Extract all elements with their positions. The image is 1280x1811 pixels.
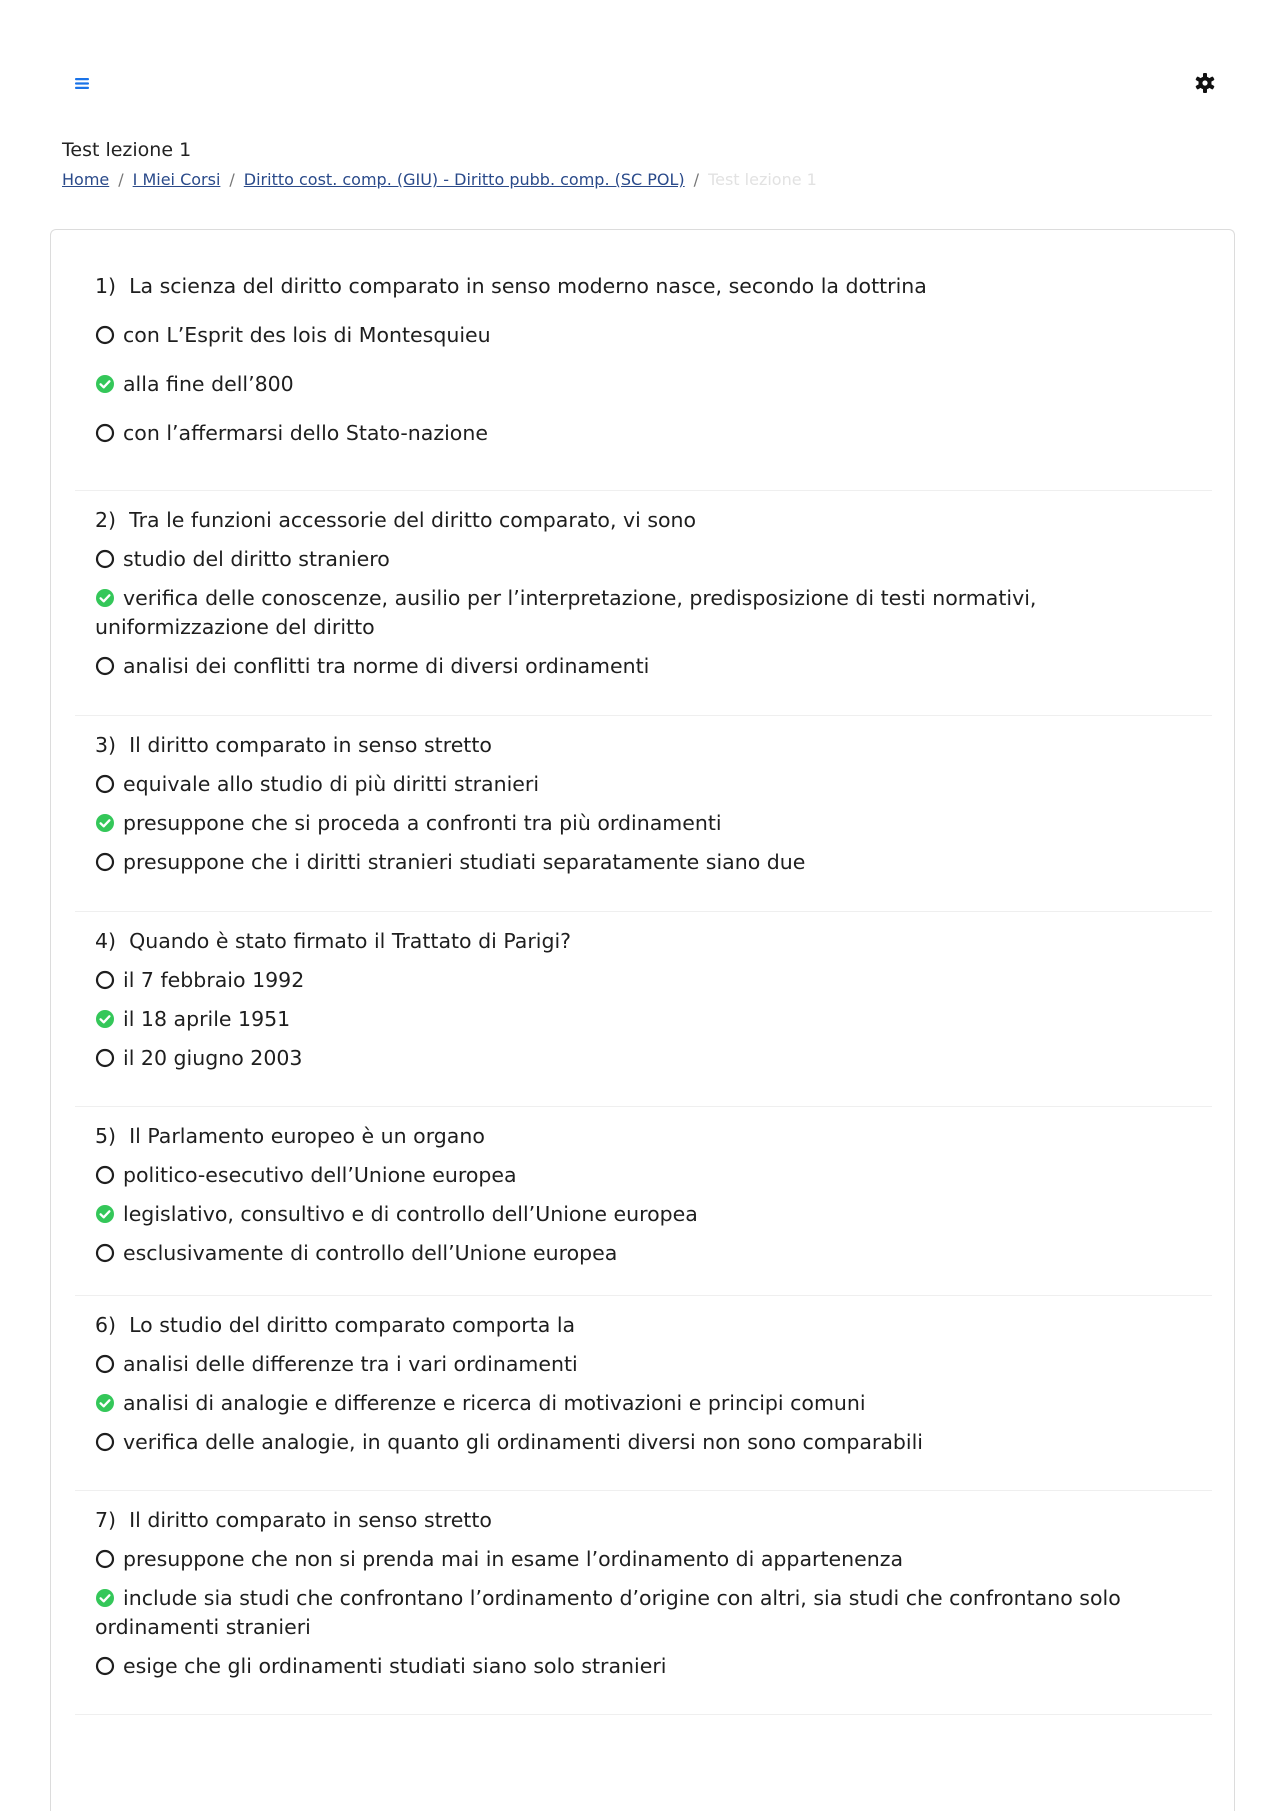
question-block	[75, 716, 1212, 912]
answer-option-label: esige che gli ordinamenti studiati siano solo stranieri	[123, 1654, 667, 1678]
breadcrumb-home-link[interactable]: Home	[62, 170, 110, 189]
radio-empty-icon	[95, 324, 115, 344]
breadcrumb-my-courses-link[interactable]: I Miei Corsi	[132, 170, 221, 189]
answer-option-correct[interactable]	[95, 1005, 1195, 1034]
question-number: 7)	[95, 1508, 117, 1532]
breadcrumb-course-link[interactable]: Diritto cost. comp. (GIU) - Diritto pubb. comp. (SC POL)	[243, 170, 685, 189]
radio-empty-icon	[95, 548, 115, 568]
question-number: 1)	[95, 274, 117, 298]
answer-option-label: presuppone che si proceda a confronti tra più ordinamenti	[123, 811, 722, 835]
question-text	[95, 1122, 1195, 1151]
question-block	[75, 912, 1212, 1107]
question-label: Quando è stato firmato il Trattato di Parigi?	[129, 929, 572, 953]
question-label: La scienza del diritto comparato in senso moderno nasce, secondo la dottrina	[129, 274, 927, 298]
answer-option[interactable]	[95, 652, 1195, 681]
quiz-card	[50, 229, 1235, 1811]
page-title: Test lezione 1	[62, 139, 192, 161]
check-circle-icon	[95, 1392, 115, 1412]
question-label: Il diritto comparato in senso stretto	[129, 1508, 492, 1532]
question-label: Il Parlamento europeo è un organo	[129, 1124, 485, 1148]
question-text	[95, 1506, 1195, 1535]
check-circle-icon	[95, 1203, 115, 1223]
answer-option-label: analisi delle differenze tra i vari ordinamenti	[123, 1352, 578, 1376]
question-text	[95, 506, 1195, 535]
question-number: 3)	[95, 733, 117, 757]
answer-option-correct[interactable]	[95, 1584, 1195, 1642]
question-text	[95, 272, 1195, 301]
top-navbar	[0, 0, 1280, 150]
question-label: Tra le funzioni accessorie del diritto comparato, vi sono	[129, 508, 697, 532]
gear-icon[interactable]	[1192, 70, 1218, 96]
answer-option-label: politico-esecutivo dell’Unione europea	[123, 1163, 517, 1187]
radio-empty-icon	[95, 969, 115, 989]
answer-option-label: presuppone che i diritti stranieri studiati separatamente siano due	[123, 850, 806, 874]
breadcrumb-current: Test lezione 1	[708, 170, 817, 189]
question-text	[95, 927, 1195, 956]
answer-option-label: analisi dei conflitti tra norme di diversi ordinamenti	[123, 654, 650, 678]
hamburger-icon[interactable]	[70, 72, 94, 94]
radio-empty-icon	[95, 1548, 115, 1568]
radio-empty-icon	[95, 1164, 115, 1184]
question-block	[75, 1296, 1212, 1491]
answer-option-label: il 18 aprile 1951	[123, 1007, 291, 1031]
answer-option[interactable]	[95, 1044, 1195, 1073]
answer-option-label: presuppone che non si prenda mai in esame l’ordinamento di appartenenza	[123, 1547, 904, 1571]
radio-empty-icon	[95, 422, 115, 442]
answer-option[interactable]	[95, 1545, 1195, 1574]
question-block	[75, 491, 1212, 716]
answer-option[interactable]	[95, 321, 1195, 350]
answer-option-correct[interactable]	[95, 1389, 1195, 1418]
breadcrumb	[62, 170, 817, 189]
radio-empty-icon	[95, 1047, 115, 1067]
question-number: 5)	[95, 1124, 117, 1148]
answer-option-correct[interactable]	[95, 1200, 1195, 1229]
radio-empty-icon	[95, 655, 115, 675]
question-block	[75, 1491, 1212, 1715]
answer-option-correct[interactable]	[95, 809, 1195, 838]
breadcrumb-separator: /	[229, 170, 235, 189]
answer-option-label: il 20 giugno 2003	[123, 1046, 303, 1070]
answer-option-label: verifica delle analogie, in quanto gli ordinamenti diversi non sono comparabili	[123, 1430, 924, 1454]
breadcrumb-separator: /	[118, 170, 124, 189]
answer-option-label: il 7 febbraio 1992	[123, 968, 305, 992]
answer-option-label: alla fine dell’800	[123, 372, 294, 396]
check-circle-icon	[95, 1008, 115, 1028]
question-text	[95, 1311, 1195, 1340]
answer-option-label: analisi di analogie e differenze e ricerca di motivazioni e principi comuni	[123, 1391, 866, 1415]
radio-empty-icon	[95, 1242, 115, 1262]
question-number: 4)	[95, 929, 117, 953]
check-circle-icon	[95, 373, 115, 393]
answer-option-label: equivale allo studio di più diritti stranieri	[123, 772, 540, 796]
radio-empty-icon	[95, 773, 115, 793]
answer-option-label: legislativo, consultivo e di controllo dell’Unione europea	[123, 1202, 698, 1226]
question-number: 2)	[95, 508, 117, 532]
answer-option[interactable]	[95, 419, 1195, 448]
answer-option-label: con L’Esprit des lois di Montesquieu	[123, 323, 491, 347]
answer-option[interactable]	[95, 848, 1195, 877]
answer-option[interactable]	[95, 1350, 1195, 1379]
answer-option[interactable]	[95, 545, 1195, 574]
check-circle-icon	[95, 812, 115, 832]
question-label: Lo studio del diritto comparato comporta la	[129, 1313, 576, 1337]
question-number: 6)	[95, 1313, 117, 1337]
question-text	[95, 731, 1195, 760]
answer-option-label: studio del diritto straniero	[123, 547, 390, 571]
question-block	[75, 230, 1212, 491]
radio-empty-icon	[95, 1431, 115, 1451]
check-circle-icon	[95, 1587, 115, 1607]
answer-option[interactable]	[95, 1428, 1195, 1457]
answer-option-label: con l’affermarsi dello Stato-nazione	[123, 421, 488, 445]
answer-option-label: include sia studi che confrontano l’ordinamento d’origine con altri, sia studi che confrontano solo ordinamenti stranieri	[95, 1586, 1121, 1639]
answer-option-label: verifica delle conoscenze, ausilio per l’interpretazione, predisposizione di testi normativi, uniformizzazione del diritto	[95, 586, 1037, 639]
answer-option-correct[interactable]	[95, 370, 1195, 399]
answer-option-correct[interactable]	[95, 584, 1195, 642]
radio-empty-icon	[95, 1655, 115, 1675]
question-label: Il diritto comparato in senso stretto	[129, 733, 492, 757]
radio-empty-icon	[95, 851, 115, 871]
answer-option[interactable]	[95, 1652, 1195, 1681]
question-block	[75, 1107, 1212, 1296]
answer-option[interactable]	[95, 1161, 1195, 1190]
radio-empty-icon	[95, 1353, 115, 1373]
check-circle-icon	[95, 587, 115, 607]
breadcrumb-separator: /	[693, 170, 700, 189]
answer-option[interactable]	[95, 1239, 1195, 1268]
answer-option[interactable]	[95, 770, 1195, 799]
answer-option[interactable]	[95, 966, 1195, 995]
answer-option-label: esclusivamente di controllo dell’Unione europea	[123, 1241, 618, 1265]
